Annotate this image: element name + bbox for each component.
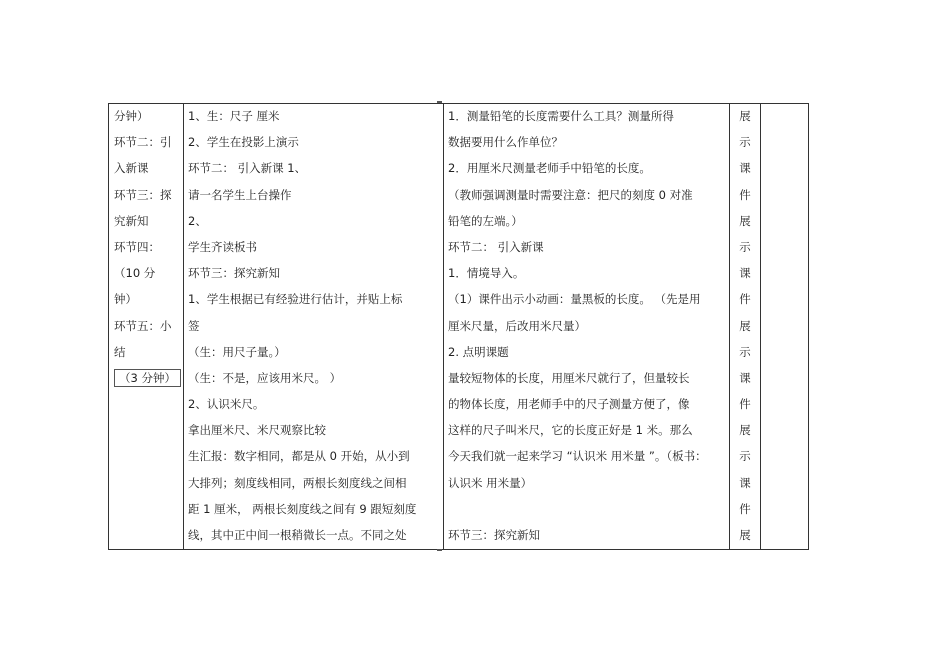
col2-line: 环节三：探究新知	[188, 266, 280, 281]
col3-line: 认识米 用米量）	[448, 475, 533, 490]
col4-line: 课	[739, 266, 751, 281]
column-divider-2	[443, 103, 444, 550]
col2-line: 生汇报：数字相同，都是从 0 开始，从小到	[188, 449, 410, 464]
col4-line: 展	[739, 109, 751, 123]
col3-line: 量较短物体的长度，用厘米尺就行了，但量较长	[448, 370, 690, 385]
col2-line: 拿出厘米尺、米尺观察比较	[188, 423, 326, 438]
col3-line: （1）课件出示小动画：量黑板的长度。 （先是用	[448, 292, 701, 307]
time-column	[114, 103, 180, 391]
col2-line: 请一名学生上台操作	[188, 187, 292, 202]
col1-line: 究新知	[114, 213, 149, 228]
col3-line: 1．测量铅笔的长度需要什么工具？测量所得	[448, 109, 674, 123]
col2-line: （生：不是，应该用米尺。 ）	[188, 370, 342, 385]
col4-line: 课	[739, 161, 751, 176]
col3-line: 1．情境导入。	[448, 266, 525, 281]
col2-line: 环节二： 引入新课 1、	[188, 161, 307, 176]
col4-line: 件	[739, 501, 751, 516]
col3-line: 这样的尺子叫米尺，它的长度正好是 1 米。那么	[448, 423, 693, 438]
col3-line: （教师强调测量时需要注意：把尺的刻度 0 对准	[448, 187, 693, 202]
col4-line: 展	[739, 423, 751, 438]
page-mark-bottom	[437, 549, 442, 551]
column-divider-1	[183, 103, 184, 550]
col3-line	[448, 496, 726, 522]
col3-line: 环节二： 引入新课	[448, 239, 544, 254]
column-divider-4	[760, 103, 761, 550]
col4-line: 示	[739, 135, 751, 150]
col3-line: 环节三：探究新知	[448, 528, 540, 542]
media-column	[730, 103, 760, 548]
col1-line: 环节四：	[114, 239, 160, 254]
col2-line: 学生齐读板书	[188, 239, 257, 254]
student-activity-column	[188, 103, 438, 548]
col2-line: 1、学生根据已有经验进行估计，并贴上标	[188, 292, 403, 307]
teacher-activity-column	[448, 103, 726, 548]
col3-line: 今天我们就一起来学习 “认识米 用米量 ”。（板书：	[448, 449, 707, 464]
col1-line: 钟）	[114, 292, 137, 307]
col3-line: 厘米尺量，后改用米尺量）	[448, 318, 586, 333]
col4-line: 课	[739, 475, 751, 490]
col4-line: 示	[739, 344, 751, 359]
col2-line: 2、学生在投影上演示	[188, 135, 299, 150]
col3-line: 2. 点明课题	[448, 344, 509, 359]
col4-line: 展	[739, 528, 751, 542]
col1-line: （10 分	[114, 266, 156, 281]
col2-line: 1、生：尺子 厘米	[188, 109, 280, 123]
boxed-time-label: （3 分钟）	[114, 369, 181, 387]
col1-line: 入新课	[114, 161, 149, 176]
col3-line: 的物体长度，用老师手中的尺子测量方便了，像	[448, 397, 690, 412]
col4-line: 件	[739, 397, 751, 412]
col3-line: 数据要用什么作单位？	[448, 135, 563, 150]
col2-line: 线，其中正中间一根稍微长一点。不同之处	[188, 528, 407, 542]
col2-line: 距 1 厘米， 两根长刻度线之间有 9 跟短刻度	[188, 501, 417, 516]
col4-line: 示	[739, 239, 751, 254]
col3-line: 2．用厘米尺测量老师手中铅笔的长度。	[448, 161, 651, 176]
col1-line: 环节五：小	[114, 318, 172, 333]
col4-line: 展	[739, 318, 751, 333]
col2-line: 2、认识米尺。	[188, 397, 265, 412]
col1-line: 分钟）	[114, 109, 149, 123]
col1-line: 环节二：引	[114, 135, 172, 150]
col1-line: 环节三：探	[114, 187, 172, 202]
col4-line: 件	[739, 187, 751, 202]
col4-line: 课	[739, 370, 751, 385]
col1-line	[114, 365, 180, 391]
col2-line: （生：用尺子量。）	[188, 344, 286, 359]
col2-line: 大排列；刻度线相同，两根长刻度线之间相	[188, 475, 407, 490]
col4-line: 展	[739, 213, 751, 228]
col2-line: 签	[188, 318, 200, 333]
col4-line: 件	[739, 292, 751, 307]
col2-line: 2、	[188, 213, 207, 228]
col3-line: 铅笔的左端。）	[448, 213, 523, 228]
col4-line: 示	[739, 449, 751, 464]
col1-line: 结	[114, 344, 126, 359]
